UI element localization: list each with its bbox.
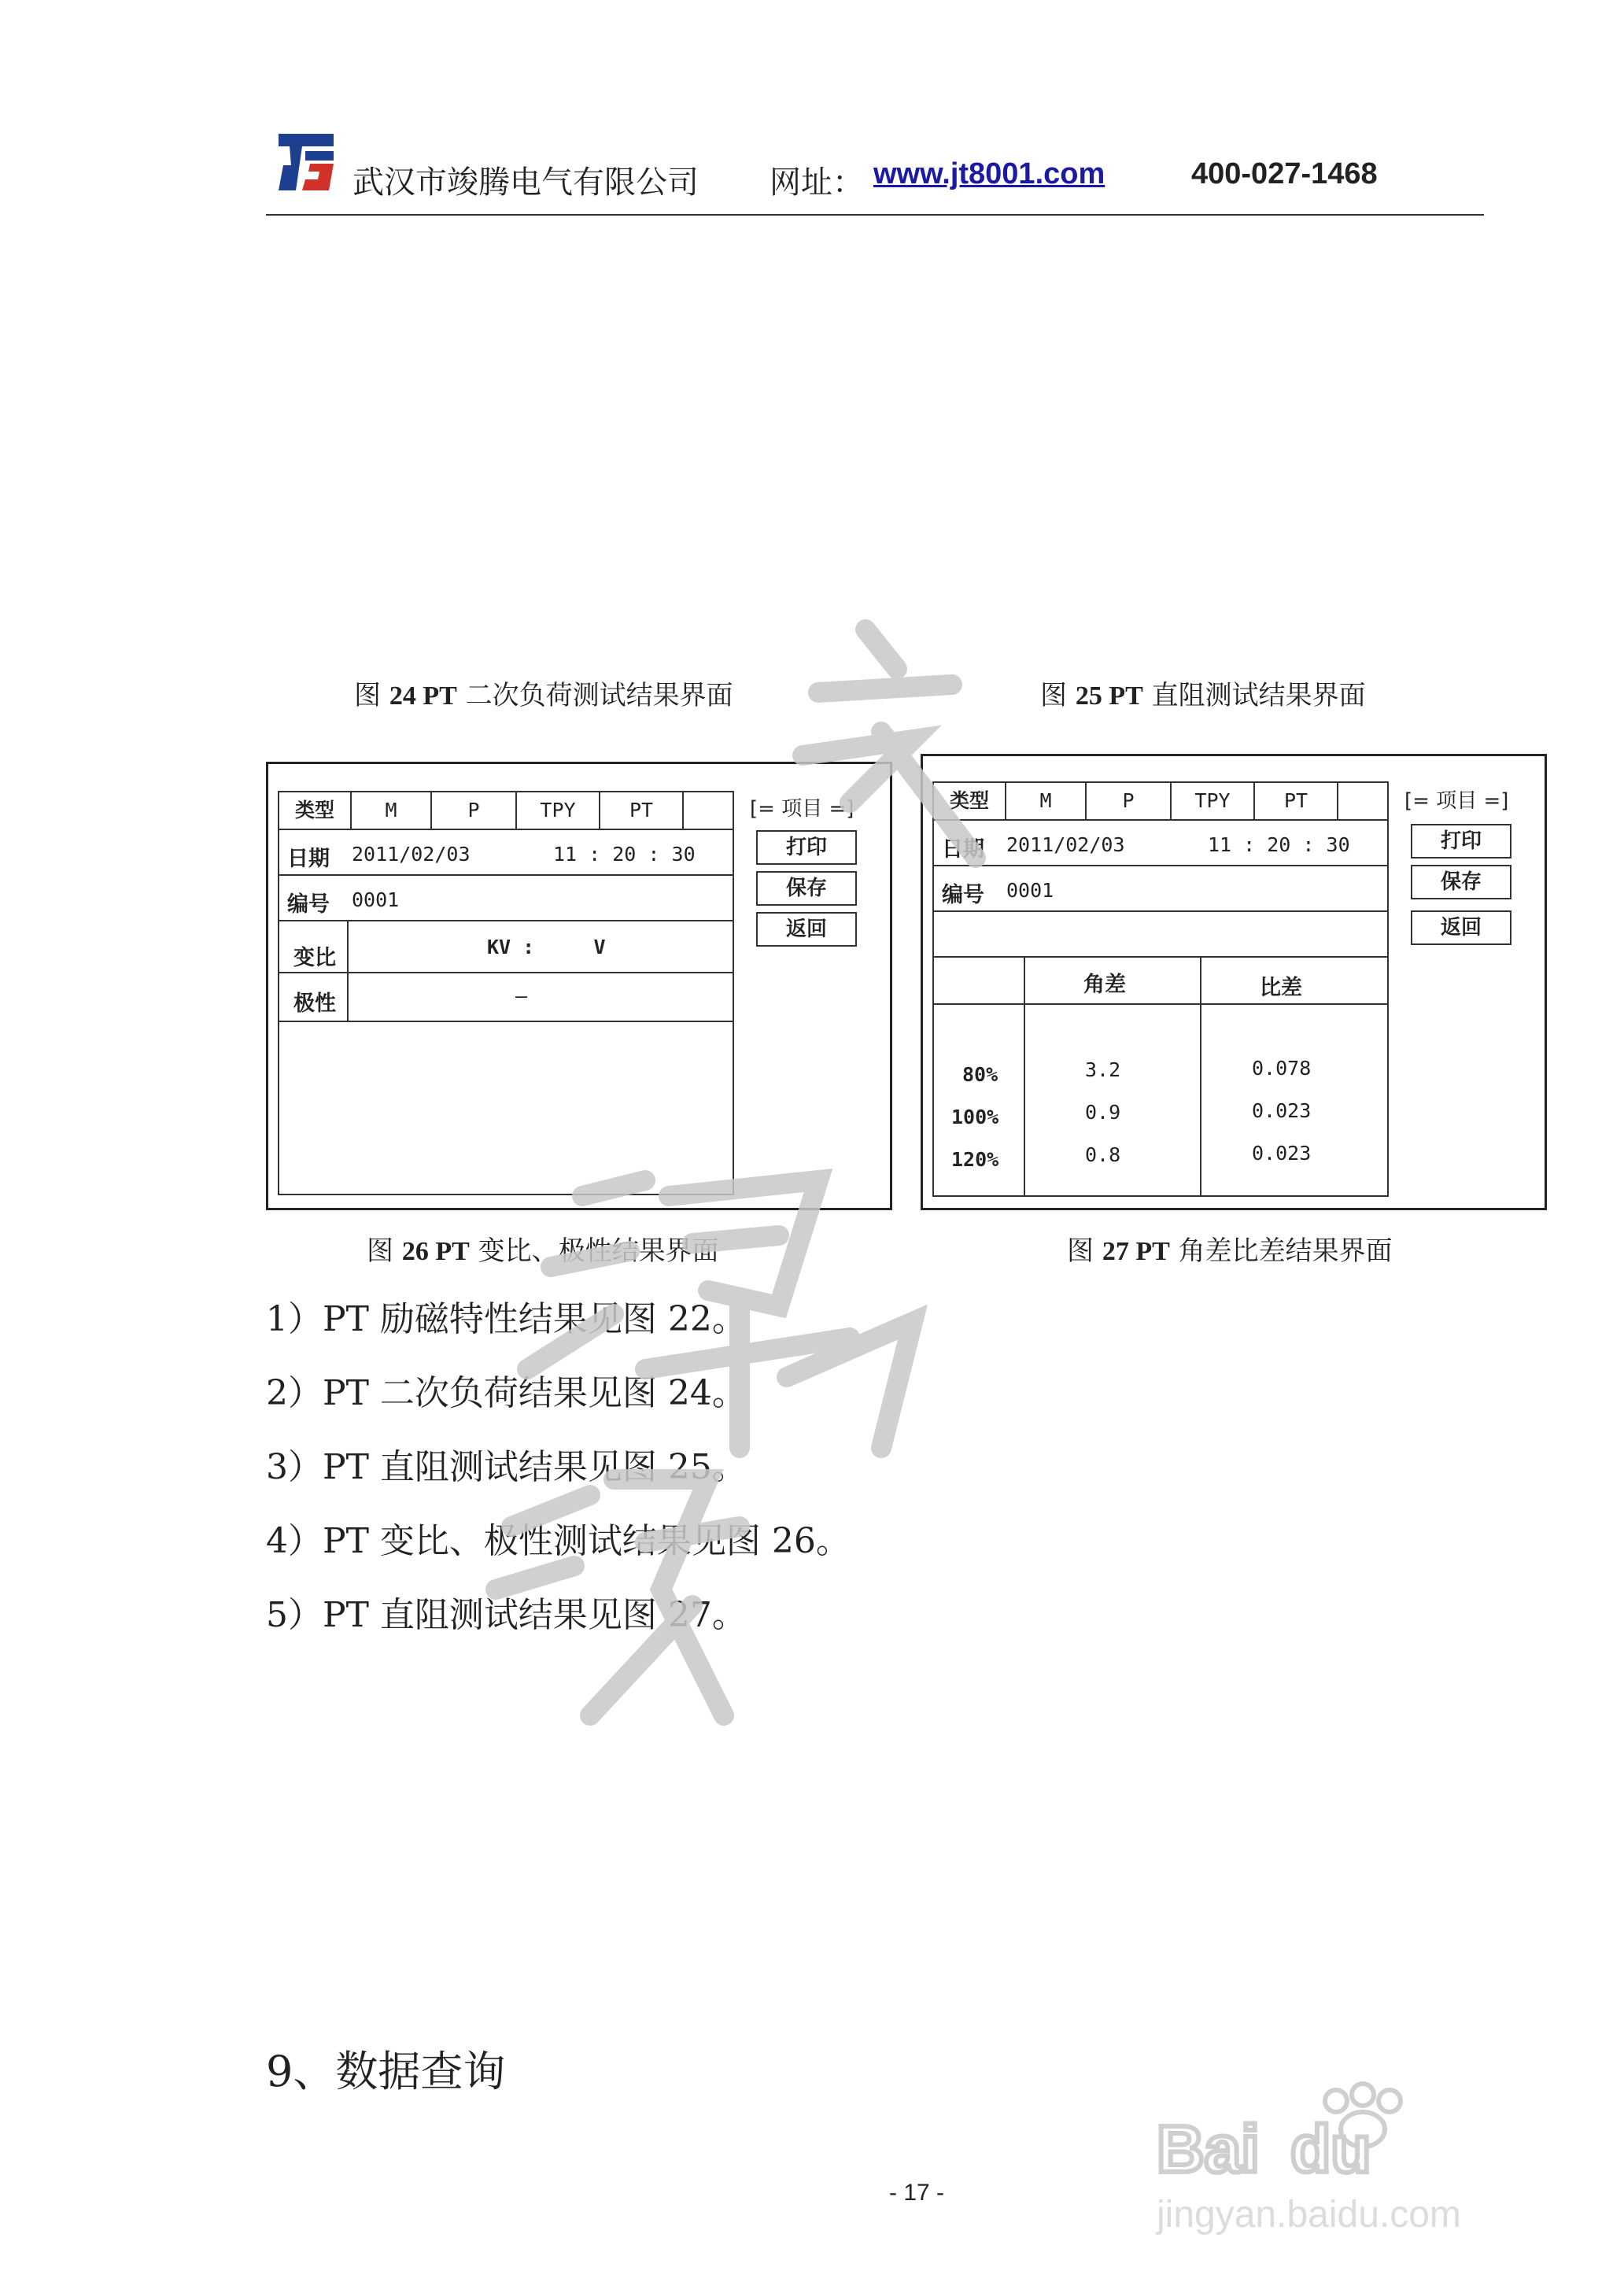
tab-tpy[interactable]: TPY xyxy=(517,792,600,829)
row-divider xyxy=(279,829,733,830)
list-item: 2）PT 二次负荷结果见图 24。 xyxy=(266,1373,747,1413)
row-ratio: 0.078 xyxy=(1252,1057,1312,1080)
project-label: [= 项目 =] xyxy=(750,797,854,821)
polarity-value: — xyxy=(515,984,528,1007)
row-divider xyxy=(934,819,1387,821)
row-angle: 0.9 xyxy=(1085,1101,1121,1124)
phone-number: 400-027-1468 xyxy=(1191,157,1378,190)
list-item: 1）PT 励磁特性结果见图 22。 xyxy=(266,1299,747,1339)
row-pct: 80% xyxy=(962,1063,998,1086)
row-divider xyxy=(934,956,1387,958)
row-divider xyxy=(279,972,733,973)
svg-text:du: du xyxy=(1290,2112,1371,2186)
number-value: 0001 xyxy=(1006,879,1054,902)
number-value: 0001 xyxy=(352,888,400,911)
angle-ratio-table xyxy=(932,781,1389,1197)
ratio-label: 变比 xyxy=(293,946,336,970)
header-divider xyxy=(266,214,1484,216)
project-label: [= 项目 =] xyxy=(1404,789,1509,813)
row-pct: 100% xyxy=(951,1106,999,1128)
baidu-jingyan-watermark-icon xyxy=(1141,2077,1550,2235)
company-name: 武汉市竣腾电气有限公司 xyxy=(352,164,699,201)
ratio-error-header: 比差 xyxy=(1260,976,1302,1000)
date-label: 日期 xyxy=(942,837,984,862)
print-button[interactable]: 打印 xyxy=(1411,824,1511,858)
svg-text:jingyan.baidu.com: jingyan.baidu.com xyxy=(1157,2194,1461,2235)
row-ratio: 0.023 xyxy=(1252,1099,1312,1122)
save-button[interactable]: 保存 xyxy=(756,871,857,906)
tab-pt[interactable]: PT xyxy=(1255,783,1338,819)
row-divider xyxy=(934,910,1387,912)
col-divider xyxy=(347,920,349,1021)
row-angle: 0.8 xyxy=(1085,1143,1121,1166)
angle-error-header: 角差 xyxy=(1083,973,1126,997)
row-divider xyxy=(279,874,733,876)
section-title: 9、数据查询 xyxy=(266,2047,506,2096)
col-divider xyxy=(1024,956,1025,1195)
row-divider xyxy=(934,1003,1387,1005)
website-label: 网址： xyxy=(770,164,864,201)
tab-p[interactable]: P xyxy=(1087,783,1172,819)
row-ratio: 0.023 xyxy=(1252,1142,1312,1165)
row-divider xyxy=(279,1021,733,1022)
page-number: - 17 - xyxy=(889,2180,945,2206)
date-value: 2011/02/03 xyxy=(1006,833,1125,856)
print-button[interactable]: 打印 xyxy=(756,830,857,865)
col-divider xyxy=(1200,956,1201,1195)
tab-p[interactable]: P xyxy=(432,792,517,829)
tab-tpy[interactable]: TPY xyxy=(1172,783,1255,819)
caption-fig26: 图 26 PT 变比、极性结果界面 xyxy=(367,1235,719,1267)
number-label: 编号 xyxy=(942,883,984,907)
caption-fig24: 图 24 PT 二次负荷测试结果界面 xyxy=(354,680,733,711)
date-label: 日期 xyxy=(287,847,330,871)
list-item: 3）PT 直阻测试结果见图 25。 xyxy=(266,1447,747,1487)
time-value: 11 : 20 : 30 xyxy=(553,843,696,866)
ratio-value: KV : V xyxy=(487,936,606,958)
caption-fig25: 图 25 PT 直阻测试结果界面 xyxy=(1040,680,1366,711)
website-link[interactable]: www.jt8001.com xyxy=(873,157,1105,190)
ratio-polarity-screen xyxy=(266,762,892,1210)
back-button[interactable]: 返回 xyxy=(756,912,857,947)
ratio-polarity-table xyxy=(278,791,734,1195)
tab-m[interactable]: M xyxy=(352,792,432,829)
tab-pt[interactable]: PT xyxy=(600,792,684,829)
row-pct: 120% xyxy=(951,1148,999,1171)
page-header xyxy=(266,134,1486,212)
row-divider xyxy=(934,865,1387,866)
polarity-label: 极性 xyxy=(293,991,336,1016)
save-button[interactable]: 保存 xyxy=(1411,865,1511,899)
type-label: 类型 xyxy=(279,792,352,829)
angle-ratio-error-screen xyxy=(921,754,1547,1210)
back-button[interactable]: 返回 xyxy=(1411,910,1511,945)
company-logo-icon xyxy=(279,134,334,190)
list-item: 5）PT 直阻测试结果见图 27。 xyxy=(266,1595,747,1635)
time-value: 11 : 20 : 30 xyxy=(1208,833,1350,856)
list-item: 4）PT 变比、极性测试结果见图 26。 xyxy=(266,1521,851,1561)
number-label: 编号 xyxy=(287,892,330,917)
caption-fig27: 图 27 PT 角差比差结果界面 xyxy=(1067,1235,1393,1267)
tab-m[interactable]: M xyxy=(1006,783,1087,819)
svg-text:Bai: Bai xyxy=(1157,2112,1260,2186)
row-angle: 3.2 xyxy=(1085,1058,1121,1081)
date-value: 2011/02/03 xyxy=(352,843,471,866)
type-label: 类型 xyxy=(934,783,1006,819)
